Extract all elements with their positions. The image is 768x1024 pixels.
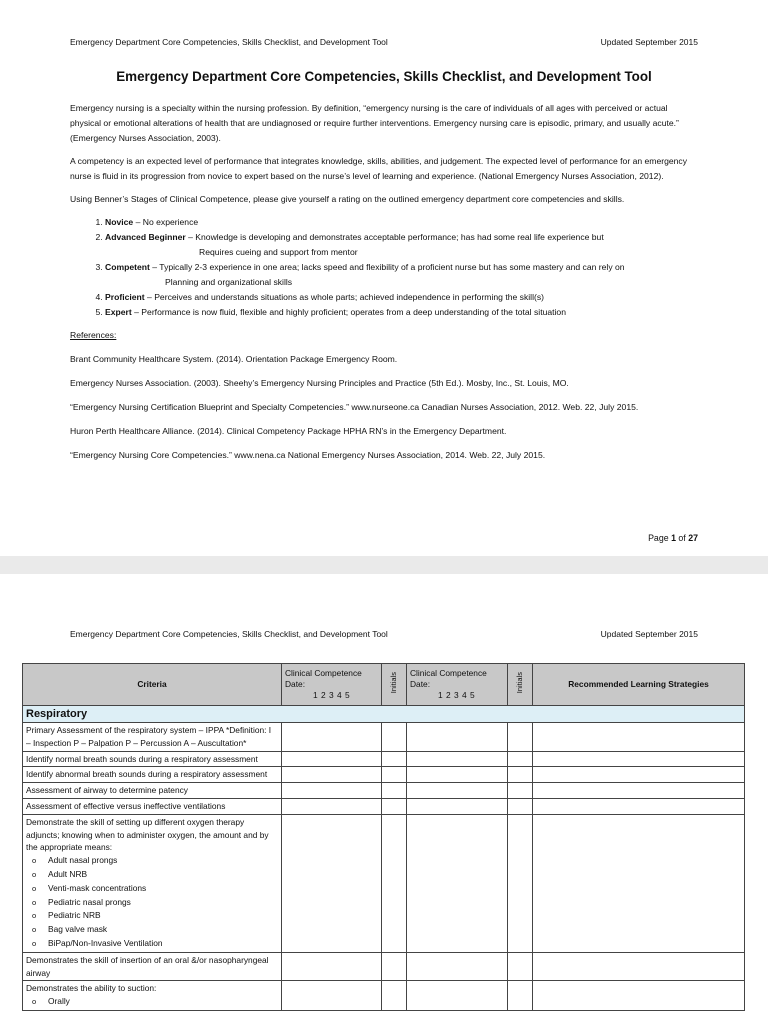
initials-cell[interactable] [382, 798, 407, 814]
initials-header: Initials [382, 664, 407, 706]
reference-item: “Emergency Nursing Core Competencies.” www.nena.ca National Emergency Nurses Association, 2014. Web. 22, July 2015. [70, 450, 546, 460]
page-header [70, 37, 698, 47]
initials-cell[interactable] [508, 723, 533, 752]
reference-item: “Emergency Nursing Certification Blueprint and Specialty Competencies.” www.nurseone.ca Canadian Nurses Association, 2012. Web. 22, July 2015. [70, 402, 639, 412]
list-item: o Pediatric NRB [48, 909, 278, 923]
rating-cell[interactable] [407, 814, 508, 952]
criteria-cell: Assessment of airway to determine patency [23, 783, 282, 799]
stage-item: 3. Competent – Typically 2-3 experience in one area; lacks speed and flexibility of a proficient nurse but has some mastery and can rely on Planning and organizational skills [105, 260, 698, 290]
rating-cell[interactable] [282, 783, 382, 799]
criteria-cell: Demonstrate the skill of setting up different oxygen therapy adjuncts; knowing when to administer oxygen, the amount and by the appropriate means: o Adult nasal prongs o Adult NRB o Venti-mask concentrations o Pediatric nasal prongs o Pediatric NRB o Bag valve mask o BiPap/Non-Invasive Ventilation [23, 814, 282, 952]
instructions-paragraph: Using Benner’s Stages of Clinical Competence, please give yourself a rating on the outlined emergency department core competencies and skills. [70, 194, 625, 204]
initials-cell[interactable] [508, 981, 533, 1011]
criteria-cell: Demonstrates the skill of insertion of an oral &/or nasopharyngeal airway [23, 952, 282, 981]
table-row [23, 814, 745, 952]
rating-cell[interactable] [282, 723, 382, 752]
rating-cell[interactable] [282, 767, 382, 783]
rating-cell[interactable] [282, 814, 382, 952]
criteria-cell: Identify normal breath sounds during a respiratory assessment [23, 751, 282, 767]
initials-cell[interactable] [382, 981, 407, 1011]
oxygen-adjunct-list [26, 854, 278, 951]
strategies-cell[interactable] [533, 751, 745, 767]
table-row [23, 767, 745, 783]
rating-cell[interactable] [282, 952, 382, 981]
references-heading: References: [70, 330, 117, 340]
initials-cell[interactable] [382, 952, 407, 981]
section-row [23, 706, 745, 723]
initials-cell[interactable] [382, 814, 407, 952]
table-row [23, 981, 745, 1011]
strategies-cell[interactable] [533, 783, 745, 799]
rating-cell[interactable] [407, 798, 508, 814]
document-page-2 [0, 574, 768, 1024]
competency-paragraph: A competency is an expected level of performance that integrates knowledge, skills, abilities, and judgement. The expected level of performance for an emergency nurse is fluid in its progression from novice to expert based on the nurse’s level of learning and experience. (National Emergency Nurses Association, 2012). [70, 156, 688, 181]
page-header [70, 629, 698, 639]
list-item: o Adult NRB [48, 868, 278, 882]
references [70, 328, 698, 463]
initials-cell[interactable] [382, 723, 407, 752]
stage-item: 2. Advanced Beginner – Knowledge is developing and demonstrates acceptable performance; has had some real life experience but Requires cueing and support from mentor [105, 230, 698, 260]
rating-cell[interactable] [407, 751, 508, 767]
criteria-cell: Primary Assessment of the respiratory system – IPPA *Definition: I – Inspection P – Palpation P – Percussion A – Auscultation* [23, 723, 282, 752]
clinical-competence-header: Clinical Competence Date: 1 2 3 4 5 [282, 664, 382, 706]
intro-paragraph: Emergency nursing is a specialty within the nursing profession. By definition, “emergency nursing is the care of individuals of all ages with perceived or actual physical or emotional alterations of health that are undiagnosed or require further interventions. Emergency nursing care is episodic, primary, and usually acute.” (Emergency Nurses Association, 2003). [70, 103, 679, 143]
initials-cell[interactable] [508, 798, 533, 814]
criteria-cell: Demonstrates the ability to suction: o Orally [23, 981, 282, 1011]
rating-cell[interactable] [407, 723, 508, 752]
rating-cell[interactable] [282, 751, 382, 767]
document-body [70, 101, 698, 472]
table-row [23, 952, 745, 981]
initials-cell[interactable] [508, 814, 533, 952]
initials-cell[interactable] [508, 751, 533, 767]
competency-table [22, 663, 745, 1011]
page-separator [0, 556, 768, 574]
initials-cell[interactable] [382, 751, 407, 767]
strategies-cell[interactable] [533, 814, 745, 952]
initials-cell[interactable] [382, 767, 407, 783]
list-item: o Pediatric nasal prongs [48, 896, 278, 910]
header-title: Emergency Department Core Competencies, Skills Checklist, and Development Tool [70, 37, 388, 47]
reference-item: Emergency Nurses Association. (2003). Sheehy’s Emergency Nursing Principles and Practice (5th Ed.). Mosby, Inc., St. Louis, MO. [70, 378, 569, 388]
strategies-cell[interactable] [533, 981, 745, 1011]
criteria-cell: Assessment of effective versus ineffective ventilations [23, 798, 282, 814]
header-date: Updated September 2015 [600, 629, 698, 639]
initials-cell[interactable] [508, 952, 533, 981]
criteria-header: Criteria [23, 664, 282, 706]
document-title: Emergency Department Core Competencies, Skills Checklist, and Development Tool [116, 69, 652, 84]
reference-item: Huron Perth Healthcare Alliance. (2014). Clinical Competency Package HPHA RN’s in the Emergency Department. [70, 426, 507, 436]
rating-cell[interactable] [407, 952, 508, 981]
rating-cell[interactable] [407, 981, 508, 1011]
list-item: o Bag valve mask [48, 923, 278, 937]
table-row [23, 751, 745, 767]
list-item: o BiPap/Non-Invasive Ventilation [48, 937, 278, 951]
rating-cell[interactable] [407, 783, 508, 799]
rating-cell[interactable] [407, 767, 508, 783]
page-number: Page 1 of 27 [648, 533, 698, 543]
table-row [23, 783, 745, 799]
criteria-cell: Identify abnormal breath sounds during a respiratory assessment [23, 767, 282, 783]
clinical-competence-header: Clinical Competence Date: 1 2 3 4 5 [407, 664, 508, 706]
initials-cell[interactable] [508, 783, 533, 799]
section-title: Respiratory [23, 706, 745, 723]
initials-cell[interactable] [382, 783, 407, 799]
stages-list [70, 215, 698, 320]
strategies-cell[interactable] [533, 767, 745, 783]
stage-item: 4. Proficient – Perceives and understands situations as whole parts; achieved independence in performing the skill(s) [105, 290, 698, 305]
list-item: o Venti-mask concentrations [48, 882, 278, 896]
rating-cell[interactable] [282, 798, 382, 814]
stage-item: 5. Expert – Performance is now fluid, flexible and highly proficient; operates from a deep understanding of the total situation [105, 305, 698, 320]
strategies-cell[interactable] [533, 798, 745, 814]
strategies-cell[interactable] [533, 723, 745, 752]
rating-cell[interactable] [282, 981, 382, 1011]
strategies-cell[interactable] [533, 952, 745, 981]
suction-list [26, 995, 278, 1009]
reference-item: Brant Community Healthcare System. (2014). Orientation Package Emergency Room. [70, 354, 398, 364]
strategies-header: Recommended Learning Strategies [533, 664, 745, 706]
table-row [23, 723, 745, 752]
initials-header: Initials [508, 664, 533, 706]
initials-cell[interactable] [508, 767, 533, 783]
table-row [23, 798, 745, 814]
stage-item: 1. Novice – No experience [105, 215, 698, 230]
header-title: Emergency Department Core Competencies, Skills Checklist, and Development Tool [70, 629, 388, 639]
list-item: o Adult nasal prongs [48, 854, 278, 868]
list-item: o Orally [48, 995, 278, 1009]
header-date: Updated September 2015 [600, 37, 698, 47]
